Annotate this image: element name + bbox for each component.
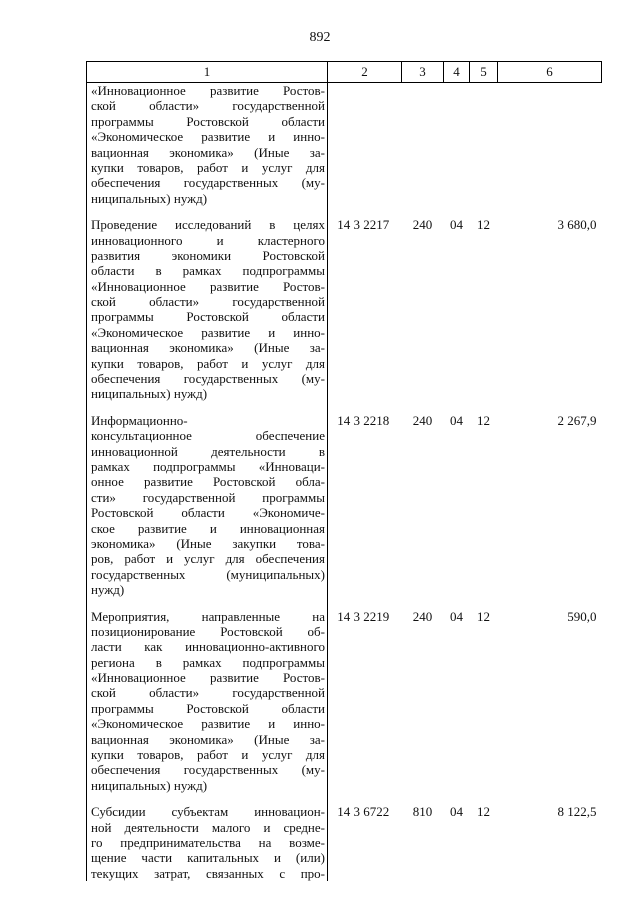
column-header: 4 xyxy=(444,62,470,83)
description-line: Проведение исследований в целях xyxy=(91,217,325,233)
expense-type: 240 xyxy=(412,217,433,233)
table-row xyxy=(87,804,602,881)
amount: 590,0 xyxy=(567,608,597,624)
column-header: 2 xyxy=(328,62,402,83)
subsection: 12 xyxy=(477,804,490,820)
description-line: ниципальных) нужд) xyxy=(91,190,208,206)
description-line: развития экономики Ростовской xyxy=(91,247,325,263)
description-line: ской области» государственной xyxy=(91,98,325,114)
spacer-cell xyxy=(87,206,328,217)
description-line: щение части капитальных и (или) xyxy=(91,850,325,866)
description-line: области в рамках подпрограммы xyxy=(91,263,325,279)
spacer-cell xyxy=(328,598,602,609)
row-description xyxy=(87,804,328,881)
description-line: программы Ростовской области xyxy=(91,700,325,716)
description-line: ной деятельности малого и средне- xyxy=(91,819,325,835)
row-description xyxy=(87,413,328,598)
description-line: обеспечения государственных (му- xyxy=(91,175,325,191)
description-line: ниципальных) нужд) xyxy=(91,386,208,402)
description-line: позиционирование Ростовской об- xyxy=(91,623,325,639)
description-line: купки товаров, работ и услуг для xyxy=(91,355,325,371)
column-header: 3 xyxy=(402,62,444,83)
table-row xyxy=(87,83,602,207)
description-line: «Экономическое развитие и инно- xyxy=(91,129,325,145)
description-line: «Инновационное развитие Ростов- xyxy=(91,83,325,98)
section xyxy=(444,83,470,207)
row-spacer xyxy=(87,402,602,413)
budget-table xyxy=(86,61,602,881)
spacer-cell xyxy=(328,206,602,217)
description-line: нужд) xyxy=(91,582,125,598)
page-number: 892 xyxy=(309,30,331,45)
column-header: 1 xyxy=(87,62,328,83)
description-line: рамках подпрограммы «Инноваци- xyxy=(91,458,325,474)
description-line: программы Ростовской области xyxy=(91,113,325,129)
description-line: ниципальных) нужд) xyxy=(91,777,208,793)
description-line: экономика» (Иные закупки това- xyxy=(91,535,325,551)
description-line: инновационного и кластерного xyxy=(91,232,325,248)
spacer-cell xyxy=(328,402,602,413)
description-line: вационная экономика» (Иные за- xyxy=(91,340,325,356)
row-description xyxy=(87,83,328,207)
table-header-row xyxy=(87,62,602,83)
row-spacer xyxy=(87,793,602,804)
description-line: «Инновационное развитие Ростов- xyxy=(91,278,325,294)
description-line: «Инновационное развитие Ростов- xyxy=(91,670,325,686)
description-line: ское развитие и инновационная xyxy=(91,520,325,536)
amount: 3 680,0 xyxy=(557,217,597,233)
column-header: 5 xyxy=(470,62,498,83)
subsection: 12 xyxy=(477,608,490,624)
expense-type: 240 xyxy=(412,412,433,428)
section: 04 xyxy=(450,608,463,624)
description-line: вационная экономика» (Иные за- xyxy=(91,731,325,747)
description-line: го предпринимательства на возме- xyxy=(91,834,325,850)
spacer-cell xyxy=(87,793,328,804)
subsection: 12 xyxy=(477,217,490,233)
target-code: 14 3 6722 xyxy=(337,804,390,820)
table-row xyxy=(87,609,602,794)
description-line: «Экономическое развитие и инно- xyxy=(91,324,325,340)
description-line: обеспечения государственных (му- xyxy=(91,371,325,387)
description-line: сти» государственной программы xyxy=(91,489,325,505)
target-code: 14 3 2219 xyxy=(337,608,390,624)
row-spacer xyxy=(87,206,602,217)
description-line: Субсидии субъектам инновацион- xyxy=(91,804,325,820)
table-body xyxy=(87,83,602,882)
target-code: 14 3 2218 xyxy=(337,412,390,428)
description-line: текущих затрат, связанных с про- xyxy=(91,865,325,881)
description-line: купки товаров, работ и услуг для xyxy=(91,159,325,175)
description-line: «Экономическое развитие и инно- xyxy=(91,716,325,732)
table-row xyxy=(87,413,602,598)
description-line: инновационной деятельности в xyxy=(91,443,325,459)
section: 04 xyxy=(450,217,463,233)
description-line: Мероприятия, направленные на xyxy=(91,608,325,624)
amount: 2 267,9 xyxy=(557,412,597,428)
expense-type: 810 xyxy=(412,804,433,820)
table-row xyxy=(87,217,602,402)
amount xyxy=(498,83,602,207)
subsection xyxy=(470,83,498,207)
description-line: вационная экономика» (Иные за- xyxy=(91,144,325,160)
spacer-cell xyxy=(87,402,328,413)
description-line: обеспечения государственных (му- xyxy=(91,762,325,778)
description-line: ров, работ и услуг для обеспечения xyxy=(91,551,325,567)
target-code xyxy=(328,83,402,207)
description-line: онное развитие Ростовской обла- xyxy=(91,474,325,490)
description-line: государственных (муниципальных) xyxy=(91,566,325,582)
description-line: Ростовской области «Экономиче- xyxy=(91,505,325,521)
description-line: купки товаров, работ и услуг для xyxy=(91,747,325,763)
column-header: 6 xyxy=(498,62,602,83)
expense-type xyxy=(402,83,444,207)
description-line: региона в рамках подпрограммы xyxy=(91,654,325,670)
row-description xyxy=(87,609,328,794)
description-line: Информационно- xyxy=(91,412,188,428)
description-line: консультационное обеспечение xyxy=(91,428,325,444)
amount: 8 122,5 xyxy=(557,804,597,820)
row-spacer xyxy=(87,598,602,609)
description-line: ласти как инновационно-активного xyxy=(91,639,325,655)
section: 04 xyxy=(450,804,463,820)
spacer-cell xyxy=(328,793,602,804)
description-line: ской области» государственной xyxy=(91,294,325,310)
expense-type: 240 xyxy=(412,608,433,624)
spacer-cell xyxy=(87,598,328,609)
description-line: программы Ростовской области xyxy=(91,309,325,325)
section: 04 xyxy=(450,412,463,428)
description-line: ской области» государственной xyxy=(91,685,325,701)
target-code: 14 3 2217 xyxy=(337,217,390,233)
row-description xyxy=(87,217,328,402)
subsection: 12 xyxy=(477,412,490,428)
